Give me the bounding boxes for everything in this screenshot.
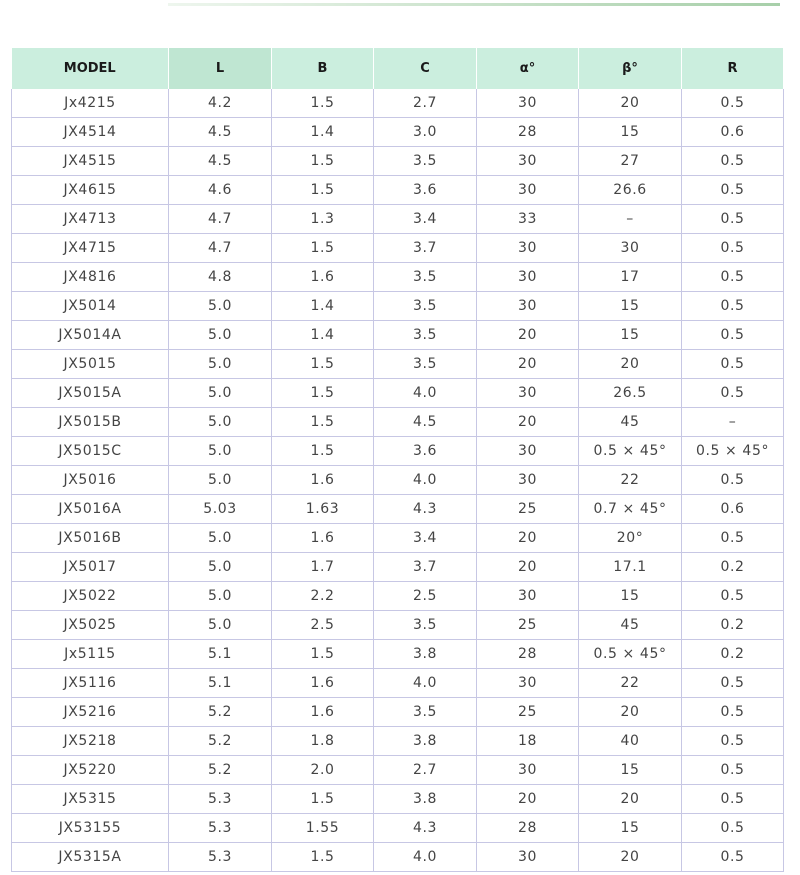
cell-model: JX5014: [12, 292, 169, 321]
table-row: [12, 553, 784, 582]
cell-beta: 27: [579, 147, 682, 176]
cell-r: 0.5: [682, 147, 784, 176]
header-beta: β°: [579, 48, 682, 89]
table-row: [12, 292, 784, 321]
cell-b: 2.0: [272, 756, 374, 785]
table-row: [12, 321, 784, 350]
cell-beta: 26.5: [579, 379, 682, 408]
cell-alpha: 20: [477, 524, 579, 553]
cell-l: 4.7: [169, 205, 272, 234]
cell-b: 1.5: [272, 89, 374, 118]
cell-c: 4.3: [374, 495, 477, 524]
cell-b: 1.6: [272, 669, 374, 698]
cell-beta: 15: [579, 118, 682, 147]
cell-b: 1.55: [272, 814, 374, 843]
table-row: [12, 466, 784, 495]
header-model: MODEL: [12, 48, 169, 89]
cell-l: 5.0: [169, 321, 272, 350]
cell-b: 1.4: [272, 292, 374, 321]
header-l: L: [169, 48, 272, 89]
cell-l: 5.0: [169, 524, 272, 553]
cell-l: 5.2: [169, 727, 272, 756]
cell-model: JX5015B: [12, 408, 169, 437]
cell-b: 1.5: [272, 234, 374, 263]
cell-model: JX5315: [12, 785, 169, 814]
cell-r: 0.5: [682, 350, 784, 379]
cell-r: 0.5: [682, 263, 784, 292]
cell-b: 2.5: [272, 611, 374, 640]
cell-model: JX4514: [12, 118, 169, 147]
table-row: [12, 582, 784, 611]
cell-alpha: 20: [477, 553, 579, 582]
cell-beta: 17: [579, 263, 682, 292]
spec-table-container: [11, 48, 783, 872]
cell-r: 0.5: [682, 321, 784, 350]
cell-model: JX5022: [12, 582, 169, 611]
table-row: [12, 437, 784, 466]
cell-model: JX5016: [12, 466, 169, 495]
table-row: [12, 408, 784, 437]
cell-alpha: 25: [477, 611, 579, 640]
cell-b: 1.63: [272, 495, 374, 524]
cell-l: 5.0: [169, 350, 272, 379]
header-b: B: [272, 48, 374, 89]
cell-alpha: 30: [477, 234, 579, 263]
table-row: [12, 524, 784, 553]
cell-b: 1.5: [272, 147, 374, 176]
cell-model: JX5016A: [12, 495, 169, 524]
cell-beta: 17.1: [579, 553, 682, 582]
cell-model: JX5315A: [12, 843, 169, 872]
cell-c: 4.0: [374, 669, 477, 698]
cell-l: 5.0: [169, 611, 272, 640]
cell-r: –: [682, 408, 784, 437]
cell-alpha: 28: [477, 118, 579, 147]
cell-beta: 15: [579, 756, 682, 785]
cell-beta: 40: [579, 727, 682, 756]
cell-l: 5.1: [169, 669, 272, 698]
cell-l: 5.0: [169, 466, 272, 495]
cell-r: 0.5: [682, 379, 784, 408]
cell-r: 0.5: [682, 698, 784, 727]
cell-model: JX5220: [12, 756, 169, 785]
cell-c: 3.5: [374, 698, 477, 727]
header-r: R: [682, 48, 784, 89]
cell-l: 5.2: [169, 756, 272, 785]
cell-b: 1.5: [272, 408, 374, 437]
cell-r: 0.5: [682, 234, 784, 263]
cell-r: 0.5: [682, 814, 784, 843]
cell-c: 3.7: [374, 234, 477, 263]
table-row: [12, 350, 784, 379]
cell-alpha: 28: [477, 814, 579, 843]
table-header: [12, 48, 784, 89]
cell-l: 4.6: [169, 176, 272, 205]
cell-c: 3.8: [374, 785, 477, 814]
cell-alpha: 20: [477, 408, 579, 437]
top-divider: [168, 3, 780, 6]
header-row: [12, 48, 784, 89]
cell-alpha: 30: [477, 379, 579, 408]
cell-c: 4.0: [374, 466, 477, 495]
cell-beta: 15: [579, 814, 682, 843]
cell-r: 0.6: [682, 118, 784, 147]
cell-beta: 20: [579, 843, 682, 872]
cell-alpha: 28: [477, 640, 579, 669]
cell-l: 5.1: [169, 640, 272, 669]
table-row: [12, 756, 784, 785]
cell-alpha: 30: [477, 669, 579, 698]
cell-beta: 0.5 × 45°: [579, 640, 682, 669]
cell-b: 1.5: [272, 176, 374, 205]
table-row: [12, 118, 784, 147]
cell-b: 1.6: [272, 466, 374, 495]
cell-alpha: 20: [477, 785, 579, 814]
table-row: [12, 785, 784, 814]
cell-alpha: 30: [477, 437, 579, 466]
cell-c: 3.4: [374, 205, 477, 234]
cell-beta: 22: [579, 669, 682, 698]
cell-beta: 15: [579, 582, 682, 611]
table-row: [12, 611, 784, 640]
cell-b: 1.5: [272, 785, 374, 814]
cell-model: JX5015A: [12, 379, 169, 408]
cell-model: JX5017: [12, 553, 169, 582]
header-alpha: α°: [477, 48, 579, 89]
cell-c: 3.5: [374, 350, 477, 379]
table-body: [12, 89, 784, 872]
cell-model: JX5015C: [12, 437, 169, 466]
cell-r: 0.5: [682, 466, 784, 495]
cell-l: 5.0: [169, 408, 272, 437]
cell-model: JX4715: [12, 234, 169, 263]
cell-l: 5.2: [169, 698, 272, 727]
cell-r: 0.5: [682, 582, 784, 611]
cell-l: 4.8: [169, 263, 272, 292]
cell-c: 3.8: [374, 640, 477, 669]
table-row: [12, 698, 784, 727]
cell-model: JX5016B: [12, 524, 169, 553]
header-c: C: [374, 48, 477, 89]
cell-alpha: 30: [477, 582, 579, 611]
cell-beta: –: [579, 205, 682, 234]
cell-beta: 20: [579, 785, 682, 814]
spec-table: [11, 48, 784, 872]
cell-b: 1.4: [272, 321, 374, 350]
table-row: [12, 814, 784, 843]
cell-beta: 15: [579, 292, 682, 321]
cell-l: 5.0: [169, 437, 272, 466]
table-row: [12, 176, 784, 205]
cell-alpha: 30: [477, 263, 579, 292]
cell-c: 3.7: [374, 553, 477, 582]
cell-l: 4.5: [169, 118, 272, 147]
cell-r: 0.5: [682, 843, 784, 872]
cell-alpha: 30: [477, 756, 579, 785]
cell-c: 3.0: [374, 118, 477, 147]
cell-c: 3.6: [374, 176, 477, 205]
cell-r: 0.5 × 45°: [682, 437, 784, 466]
cell-beta: 45: [579, 408, 682, 437]
cell-r: 0.5: [682, 89, 784, 118]
cell-alpha: 25: [477, 698, 579, 727]
cell-b: 1.5: [272, 350, 374, 379]
cell-alpha: 30: [477, 176, 579, 205]
table-row: [12, 205, 784, 234]
cell-r: 0.5: [682, 785, 784, 814]
cell-c: 3.5: [374, 321, 477, 350]
cell-r: 0.5: [682, 669, 784, 698]
cell-b: 1.3: [272, 205, 374, 234]
cell-alpha: 33: [477, 205, 579, 234]
cell-model: JX53155: [12, 814, 169, 843]
cell-l: 5.0: [169, 292, 272, 321]
cell-alpha: 20: [477, 350, 579, 379]
table-row: [12, 727, 784, 756]
cell-l: 5.0: [169, 582, 272, 611]
cell-model: JX4515: [12, 147, 169, 176]
cell-c: 4.0: [374, 379, 477, 408]
cell-b: 1.5: [272, 640, 374, 669]
cell-b: 1.8: [272, 727, 374, 756]
cell-alpha: 25: [477, 495, 579, 524]
cell-l: 5.0: [169, 379, 272, 408]
cell-model: JX5025: [12, 611, 169, 640]
cell-beta: 45: [579, 611, 682, 640]
cell-c: 3.5: [374, 611, 477, 640]
cell-alpha: 20: [477, 321, 579, 350]
cell-alpha: 30: [477, 89, 579, 118]
cell-model: JX5216: [12, 698, 169, 727]
cell-l: 4.2: [169, 89, 272, 118]
cell-beta: 30: [579, 234, 682, 263]
cell-r: 0.5: [682, 205, 784, 234]
cell-c: 3.4: [374, 524, 477, 553]
cell-r: 0.2: [682, 611, 784, 640]
cell-model: JX5218: [12, 727, 169, 756]
cell-r: 0.5: [682, 756, 784, 785]
cell-beta: 15: [579, 321, 682, 350]
cell-model: JX5015: [12, 350, 169, 379]
cell-c: 3.6: [374, 437, 477, 466]
cell-b: 1.5: [272, 437, 374, 466]
cell-c: 3.5: [374, 292, 477, 321]
cell-c: 2.5: [374, 582, 477, 611]
cell-r: 0.5: [682, 727, 784, 756]
cell-r: 0.6: [682, 495, 784, 524]
cell-l: 4.7: [169, 234, 272, 263]
table-row: [12, 379, 784, 408]
cell-model: JX4615: [12, 176, 169, 205]
cell-beta: 20: [579, 698, 682, 727]
cell-beta: 26.6: [579, 176, 682, 205]
cell-model: JX4816: [12, 263, 169, 292]
cell-beta: 0.5 × 45°: [579, 437, 682, 466]
table-row: [12, 669, 784, 698]
cell-l: 5.3: [169, 814, 272, 843]
cell-r: 0.2: [682, 640, 784, 669]
table-row: [12, 89, 784, 118]
cell-c: 4.3: [374, 814, 477, 843]
cell-b: 1.6: [272, 263, 374, 292]
cell-c: 2.7: [374, 89, 477, 118]
cell-alpha: 30: [477, 466, 579, 495]
cell-b: 1.7: [272, 553, 374, 582]
cell-beta: 20: [579, 89, 682, 118]
cell-r: 0.5: [682, 292, 784, 321]
cell-beta: 20: [579, 350, 682, 379]
table-row: [12, 843, 784, 872]
cell-alpha: 18: [477, 727, 579, 756]
cell-l: 4.5: [169, 147, 272, 176]
cell-c: 4.0: [374, 843, 477, 872]
cell-model: JX5116: [12, 669, 169, 698]
cell-beta: 22: [579, 466, 682, 495]
cell-r: 0.2: [682, 553, 784, 582]
table-row: [12, 640, 784, 669]
cell-model: JX5014A: [12, 321, 169, 350]
cell-l: 5.3: [169, 785, 272, 814]
cell-alpha: 30: [477, 843, 579, 872]
cell-model: JX4713: [12, 205, 169, 234]
cell-b: 1.5: [272, 379, 374, 408]
cell-alpha: 30: [477, 292, 579, 321]
cell-c: 3.5: [374, 147, 477, 176]
cell-b: 1.6: [272, 524, 374, 553]
cell-b: 1.6: [272, 698, 374, 727]
cell-r: 0.5: [682, 176, 784, 205]
cell-model: Jx5115: [12, 640, 169, 669]
cell-b: 2.2: [272, 582, 374, 611]
cell-beta: 0.7 × 45°: [579, 495, 682, 524]
cell-l: 5.3: [169, 843, 272, 872]
cell-b: 1.4: [272, 118, 374, 147]
cell-c: 3.5: [374, 263, 477, 292]
table-row: [12, 495, 784, 524]
table-row: [12, 147, 784, 176]
cell-r: 0.5: [682, 524, 784, 553]
cell-beta: 20°: [579, 524, 682, 553]
cell-b: 1.5: [272, 843, 374, 872]
cell-c: 3.8: [374, 727, 477, 756]
cell-c: 2.7: [374, 756, 477, 785]
cell-l: 5.0: [169, 553, 272, 582]
cell-l: 5.03: [169, 495, 272, 524]
table-row: [12, 234, 784, 263]
cell-alpha: 30: [477, 147, 579, 176]
cell-model: Jx4215: [12, 89, 169, 118]
table-row: [12, 263, 784, 292]
cell-c: 4.5: [374, 408, 477, 437]
